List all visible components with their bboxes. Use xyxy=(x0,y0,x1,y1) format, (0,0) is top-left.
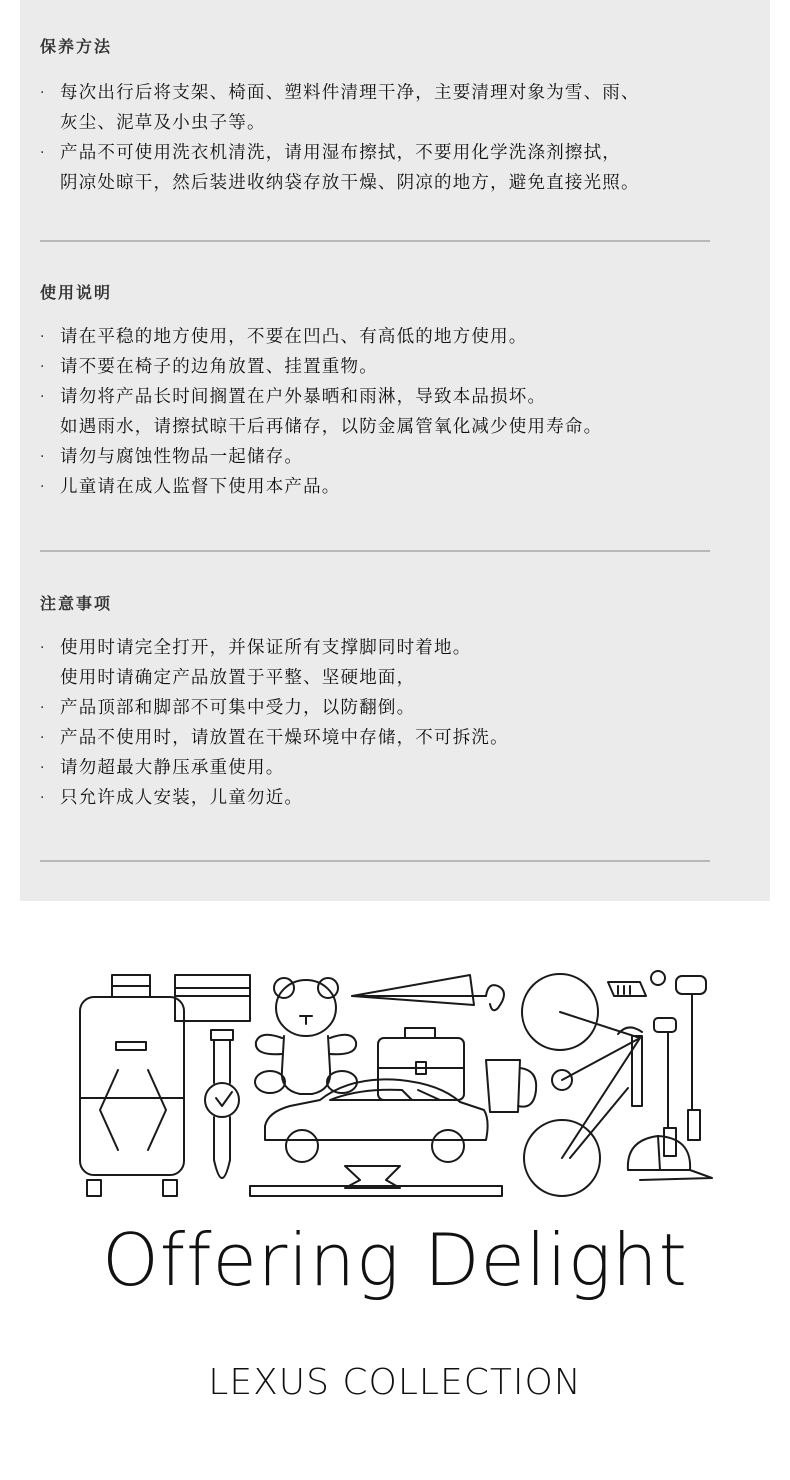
item-line: 请勿超最大静压承重使用。 xyxy=(60,758,285,778)
divider xyxy=(40,550,710,552)
item-line: 使用时请确定产品放置于平整、坚硬地面， xyxy=(60,668,416,688)
care-list xyxy=(40,78,710,198)
bullet: · xyxy=(40,700,46,716)
bullet: · xyxy=(40,640,46,656)
item-line: 产品顶部和脚部不可集中受力，以防翻倒。 xyxy=(60,698,416,718)
bullet: · xyxy=(40,760,46,776)
item-line: 如遇雨水，请擦拭晾干后再储存，以防金属管氧化减少使用寿命。 xyxy=(60,417,603,437)
suitcase-icon xyxy=(80,975,184,1196)
item-line: 阴凉处晾干，然后装进收纳袋存放干燥、阴凉的地方，避免直接光照。 xyxy=(60,173,640,193)
section-title: 保养方法 xyxy=(40,37,113,56)
teddy-bear-icon xyxy=(255,978,357,1094)
card-icon xyxy=(175,975,250,1021)
brand-name: LEXUS COLLECTION xyxy=(208,1362,582,1403)
list-item xyxy=(40,783,710,813)
bullet: · xyxy=(40,730,46,746)
watch-icon xyxy=(205,1030,239,1178)
list-item xyxy=(40,382,710,442)
item-line: 每次出行后将支架、椅面、塑料件清理干净，主要清理对象为雪、雨、 xyxy=(60,83,640,103)
list-item xyxy=(40,442,710,472)
lifestyle-illustration xyxy=(0,960,790,1210)
section-title: 注意事项 xyxy=(40,594,113,613)
bullet: · xyxy=(40,790,46,806)
item-line: 使用时请完全打开，并保证所有支撑脚同时着地。 xyxy=(60,638,472,658)
bullet: · xyxy=(40,449,46,465)
list-item xyxy=(40,472,710,502)
umbrella-icon xyxy=(352,975,504,1010)
item-line: 请勿将产品长时间搁置在户外暴晒和雨淋，导致本品损坏。 xyxy=(60,387,547,407)
bullet: · xyxy=(40,359,46,375)
section-title: 使用说明 xyxy=(40,283,113,302)
bullet: · xyxy=(40,85,46,101)
bullet: · xyxy=(40,389,46,405)
bullet: · xyxy=(40,145,46,161)
list-item xyxy=(40,138,710,198)
bicycle-icon xyxy=(522,974,642,1196)
item-line: 请不要在椅子的边角放置、挂置重物。 xyxy=(60,357,378,377)
cap-icon xyxy=(628,1136,712,1180)
list-item xyxy=(40,78,710,138)
mug-icon xyxy=(486,1060,536,1112)
section-care xyxy=(40,36,710,198)
list-item xyxy=(40,723,710,753)
divider xyxy=(40,240,710,242)
list-item xyxy=(40,322,710,352)
list-item xyxy=(40,753,710,783)
list-item xyxy=(40,693,710,723)
divider xyxy=(40,860,710,862)
item-line: 请在平稳的地方使用，不要在凹凸、有高低的地方使用。 xyxy=(60,327,528,347)
notes-list xyxy=(40,633,710,813)
list-item xyxy=(40,633,710,693)
item-line: 请勿与腐蚀性物品一起储存。 xyxy=(60,447,304,467)
item-line: 只允许成人安装，儿童勿近。 xyxy=(60,788,304,808)
bullet: · xyxy=(40,329,46,345)
item-line: 产品不可使用洗衣机清洗，请用湿布擦拭，不要用化学洗涤剂擦拭， xyxy=(60,143,621,163)
item-line: 灰尘、泥草及小虫子等。 xyxy=(60,113,266,133)
usage-list xyxy=(40,322,710,502)
item-line: 产品不使用时，请放置在干燥环境中存储，不可拆洗。 xyxy=(60,728,509,748)
list-item xyxy=(40,352,710,382)
bullet: · xyxy=(40,479,46,495)
tagline: Offering Delight xyxy=(102,1218,688,1302)
item-line: 儿童请在成人监督下使用本产品。 xyxy=(60,477,341,497)
section-usage xyxy=(40,282,710,502)
section-notes xyxy=(40,593,710,813)
